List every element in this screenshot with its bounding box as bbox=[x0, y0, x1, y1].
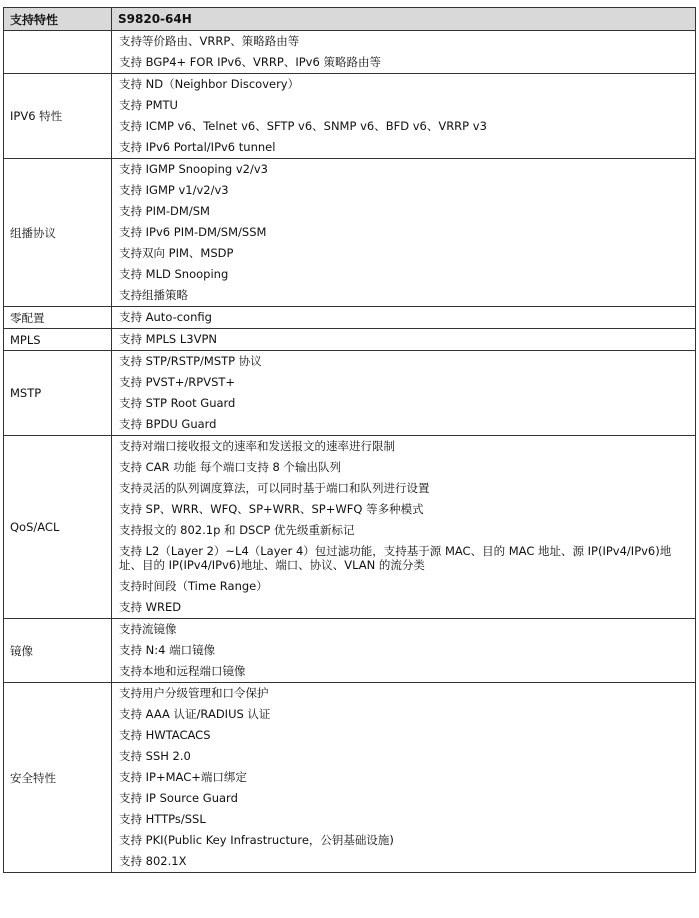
feature-item: 支持 AAA 认证/RADIUS 认证 bbox=[119, 707, 271, 721]
features-cell bbox=[112, 74, 696, 159]
feature-item: 支持对端口接收报文的速率和发送报文的速率进行限制 bbox=[119, 439, 395, 453]
features-cell bbox=[112, 329, 696, 351]
feature-item: 支持 HWTACACS bbox=[119, 728, 211, 742]
feature-item: 支持 L2（Layer 2）~L4（Layer 4）包过滤功能，支持基于源 MAC、目的 MAC 地址、源 IP(IPv4/IPv6)地址、目的 IP(IPv4/IPv6)地址、端口、协议、VLAN 的流分类 bbox=[119, 544, 672, 572]
feature-item: 支持 STP/RSTP/MSTP 协议 bbox=[119, 354, 262, 368]
feature-item: 支持流镜像 bbox=[119, 622, 177, 636]
feature-item: 支持 IGMP Snooping v2/v3 bbox=[119, 162, 268, 176]
feature-item: 支持 N:4 端口镜像 bbox=[119, 643, 216, 657]
feature-item: 支持 SSH 2.0 bbox=[119, 749, 191, 763]
feature-item: 支持 STP Root Guard bbox=[119, 396, 236, 410]
feature-item: 支持 Auto-config bbox=[119, 310, 212, 324]
features-cell bbox=[112, 436, 696, 619]
feature-item: 支持双向 PIM、MSDP bbox=[119, 246, 234, 260]
features-cell bbox=[112, 307, 696, 329]
header-feature-column: 支持特性 bbox=[4, 8, 112, 31]
features-cell bbox=[112, 351, 696, 436]
category-cell bbox=[4, 31, 112, 74]
feature-item: 支持 IGMP v1/v2/v3 bbox=[119, 183, 229, 197]
table-row bbox=[4, 307, 696, 329]
feature-item: 支持 IP+MAC+端口绑定 bbox=[119, 770, 247, 784]
features-cell bbox=[112, 31, 696, 74]
feature-item: 支持 CAR 功能 每个端口支持 8 个输出队列 bbox=[119, 460, 341, 474]
feature-item: 支持 HTTPs/SSL bbox=[119, 812, 206, 826]
table-row bbox=[4, 351, 696, 436]
feature-item: 支持时间段（Time Range） bbox=[119, 579, 268, 593]
feature-item: 支持 BGP4+ FOR IPv6、VRRP、IPv6 策略路由等 bbox=[119, 55, 381, 69]
feature-item: 支持 WRED bbox=[119, 600, 182, 614]
table-row bbox=[4, 436, 696, 619]
spec-table-header bbox=[4, 8, 696, 31]
features-cell bbox=[112, 159, 696, 307]
features-cell bbox=[112, 683, 696, 873]
feature-item: 支持灵活的队列调度算法，可以同时基于端口和队列进行设置 bbox=[119, 481, 430, 495]
header-row bbox=[4, 8, 696, 31]
category-cell: IPV6 特性 bbox=[4, 74, 112, 159]
category-cell: MPLS bbox=[4, 329, 112, 351]
feature-item: 支持 IPv6 Portal/IPv6 tunnel bbox=[119, 140, 276, 154]
category-cell: QoS/ACL bbox=[4, 436, 112, 619]
feature-item: 支持 IP Source Guard bbox=[119, 791, 238, 805]
spec-table bbox=[3, 7, 696, 873]
table-row bbox=[4, 74, 696, 159]
feature-item: 支持 802.1X bbox=[119, 854, 187, 868]
feature-item: 支持 PKI(Public Key Infrastructure，公钥基础设施) bbox=[119, 833, 394, 847]
category-cell: 组播协议 bbox=[4, 159, 112, 307]
feature-item: 支持 PVST+/RPVST+ bbox=[119, 375, 236, 389]
table-row bbox=[4, 619, 696, 683]
category-cell: 镜像 bbox=[4, 619, 112, 683]
feature-item: 支持 ICMP v6、Telnet v6、SFTP v6、SNMP v6、BFD v6、VRRP v3 bbox=[119, 119, 487, 133]
header-model-column: S9820-64H bbox=[112, 8, 696, 31]
spec-table-body bbox=[4, 31, 696, 873]
feature-item: 支持 MPLS L3VPN bbox=[119, 332, 218, 346]
feature-item: 支持 IPv6 PIM-DM/SM/SSM bbox=[119, 225, 267, 239]
table-row bbox=[4, 329, 696, 351]
table-row bbox=[4, 31, 696, 74]
category-cell: 零配置 bbox=[4, 307, 112, 329]
feature-item: 支持用户分级管理和口令保护 bbox=[119, 686, 269, 700]
features-cell bbox=[112, 619, 696, 683]
category-cell: MSTP bbox=[4, 351, 112, 436]
table-row bbox=[4, 159, 696, 307]
category-cell: 安全特性 bbox=[4, 683, 112, 873]
feature-item: 支持 SP、WRR、WFQ、SP+WRR、SP+WFQ 等多种模式 bbox=[119, 502, 424, 516]
feature-item: 支持 BPDU Guard bbox=[119, 417, 217, 431]
feature-item: 支持 PIM-DM/SM bbox=[119, 204, 210, 218]
table-row bbox=[4, 683, 696, 873]
feature-item: 支持本地和远程端口镜像 bbox=[119, 664, 246, 678]
feature-item: 支持组播策略 bbox=[119, 288, 188, 302]
feature-item: 支持 MLD Snooping bbox=[119, 267, 229, 281]
feature-item: 支持报文的 802.1p 和 DSCP 优先级重新标记 bbox=[119, 523, 355, 537]
feature-item: 支持等价路由、VRRP、策略路由等 bbox=[119, 34, 300, 48]
feature-item: 支持 PMTU bbox=[119, 98, 178, 112]
feature-item: 支持 ND（Neighbor Discovery） bbox=[119, 77, 300, 91]
